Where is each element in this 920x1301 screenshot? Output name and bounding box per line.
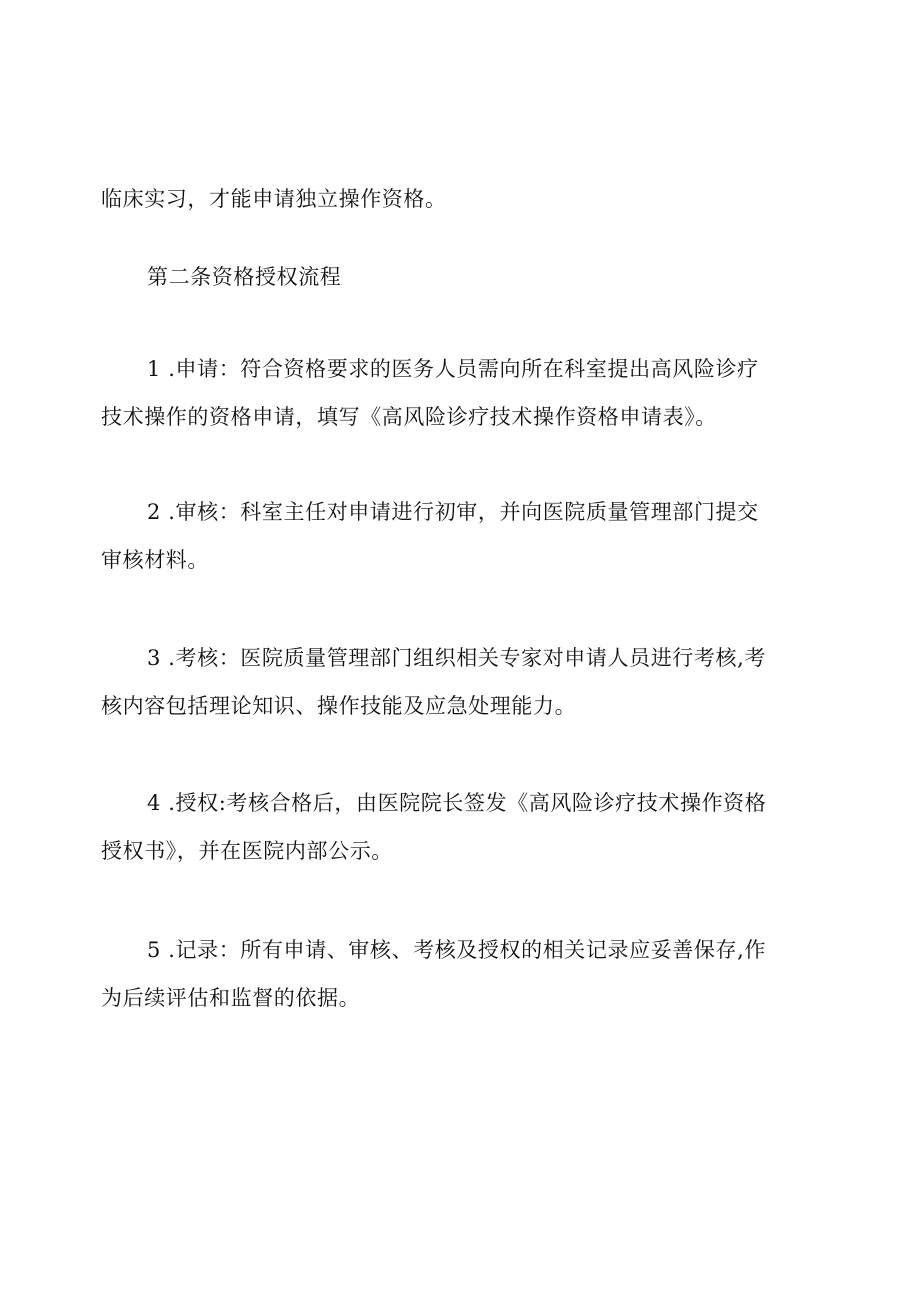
item-3-line-2: 核内容包括理论知识、操作技能及应急处理能力。 (101, 694, 577, 718)
item-2-line-2: 审核材料。 (101, 548, 209, 572)
item-4-line-1: 4 .授权:考核合格后，由医院院长签发《高风险诊疗技术操作资格 (147, 791, 767, 815)
item-2-line-1: 2 .审核：科室主任对申请进行初审，并向医院质量管理部门提交 (147, 500, 759, 524)
intro-continuation-text: 临床实习，才能申请独立操作资格。 (101, 187, 447, 211)
item-3-line-1: 3 .考核：医院质量管理部门组织相关专家对申请人员进行考核,考 (147, 646, 766, 670)
item-5-line-1: 5 .记录：所有申请、审核、考核及授权的相关记录应妥善保存,作 (147, 938, 766, 962)
item-4-line-2: 授权书》，并在医院内部公示。 (101, 839, 393, 863)
item-1-line-2: 技术操作的资格申请，填写《高风险诊疗技术操作资格申请表》。 (101, 405, 717, 429)
section-heading: 第二条资格授权流程 (147, 265, 342, 289)
item-5-line-2: 为后续评估和监督的依据。 (101, 986, 361, 1010)
item-1-line-1: 1 .申请：符合资格要求的医务人员需向所在科室提出高风险诊疗 (147, 357, 759, 381)
